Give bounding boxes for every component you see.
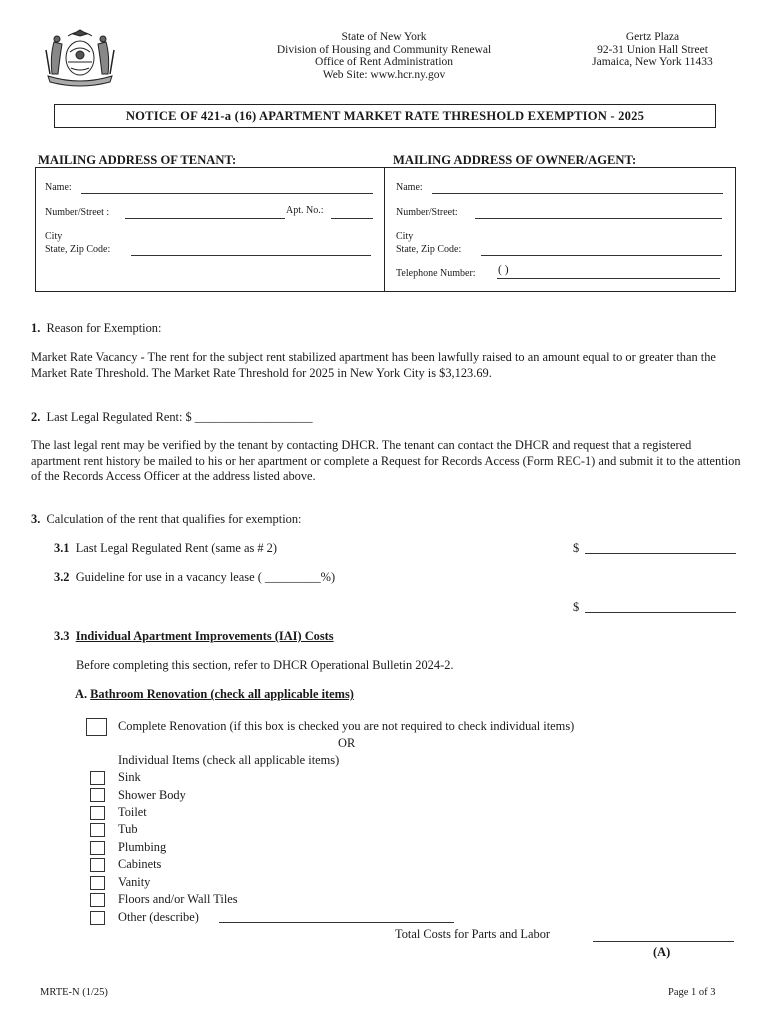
owner-phone-field[interactable] [497, 278, 720, 279]
section-1-body: Market Rate Vacancy - The rent for the subject rent stabilized apartment has been lawfully raised to an amount equal to or greater than the Market Rate Threshold. The Market Rate Threshold for 2025 in New York City is $3,123.69. [31, 350, 716, 380]
checkbox-cabinets[interactable] [90, 858, 105, 872]
guideline-label[interactable]: Guideline for use in a vacancy lease ( _________%) [75, 570, 336, 584]
address-line: Gertz Plaza [625, 31, 680, 43]
checkbox-sink[interactable] [90, 771, 105, 785]
subsection-number: 3.1 [54, 541, 70, 555]
last-legal-rent-label[interactable]: Last Legal Regulated Rent: $ ___________________ [46, 410, 313, 424]
checkbox-toilet[interactable] [90, 806, 105, 820]
address-line: 92-31 Union Hall Street [597, 43, 708, 56]
checkbox-floors-wall-tiles[interactable] [90, 893, 105, 907]
address-divider [384, 167, 385, 292]
dollar-sign: $ [573, 541, 580, 555]
tenant-city-state-field[interactable] [131, 255, 371, 256]
section-label: Calculation of the rent that qualifies for exemption: [46, 512, 302, 526]
tenant-street-label: Number/Street : [45, 207, 110, 218]
tenant-apt-field[interactable] [331, 218, 373, 219]
agency-header [255, 31, 513, 81]
page-number: Page 1 of 3 [668, 987, 716, 998]
item-shower-body: Shower Body [118, 788, 186, 802]
checkbox-shower-body[interactable] [90, 788, 105, 802]
total-costs-code: (A) [653, 945, 671, 959]
subsection-number: 3.3 [54, 629, 70, 643]
rent-3-2-field[interactable] [585, 612, 736, 613]
section-2-heading [31, 410, 313, 425]
total-costs-field[interactable] [593, 941, 734, 942]
section-label: Reason for Exemption: [46, 321, 162, 335]
owner-state-label: State, Zip Code: [396, 244, 462, 255]
tenant-address-heading: MAILING ADDRESS OF TENANT: [38, 153, 237, 167]
owner-address-heading: MAILING ADDRESS OF OWNER/AGENT: [393, 153, 637, 167]
item-tub: Tub [118, 822, 138, 836]
tenant-state-label: State, Zip Code: [45, 244, 111, 255]
item-cabinets: Cabinets [118, 857, 162, 871]
owner-city-label: City [396, 231, 414, 242]
dollar-sign: $ [573, 600, 580, 614]
address-line: Jamaica, New York 11433 [592, 56, 713, 69]
complete-renovation-label: Complete Renovation (if this box is checked you are not required to check individual items) [118, 719, 575, 733]
owner-phone-label: Telephone Number: [396, 268, 476, 279]
tenant-name-label: Name: [45, 182, 72, 193]
rent-3-1-field[interactable] [585, 553, 736, 554]
owner-name-label: Name: [396, 182, 423, 193]
section-1-heading [31, 321, 161, 336]
section-3-heading [31, 512, 301, 527]
item-sink: Sink [118, 770, 141, 784]
total-costs-label: Total Costs for Parts and Labor [395, 927, 551, 941]
tenant-name-field[interactable] [81, 193, 373, 194]
row-3-3 [54, 629, 334, 644]
owner-name-field[interactable] [432, 193, 723, 194]
checkbox-tub[interactable] [90, 823, 105, 837]
section-2-body: The last legal rent may be verified by the tenant by contacting DHCR. The tenant can contact the DHCR and request that a registered apartment rent history be mailed to his or her apartment or complete a Request for Records Access (Form REC-1) and submit it to the attention of the Records Access Officer at the address listed above. [31, 438, 741, 483]
office-address [575, 31, 730, 69]
checkbox-other[interactable] [90, 911, 105, 925]
item-vanity: Vanity [118, 875, 151, 889]
bathroom-heading [75, 687, 354, 702]
owner-street-label: Number/Street: [396, 207, 458, 218]
row-3-2 [54, 570, 335, 585]
individual-items-label: Individual Items (check all applicable items) [118, 753, 340, 767]
agency-website: Web Site: www.hcr.ny.gov [322, 68, 446, 81]
agency-line: State of New York [341, 31, 427, 43]
phone-area-code[interactable]: ( ) [498, 264, 509, 276]
complete-renovation-checkbox[interactable] [86, 718, 107, 736]
form-id: MRTE-N (1/25) [40, 987, 108, 998]
tenant-street-field[interactable] [125, 218, 285, 219]
checkbox-vanity[interactable] [90, 876, 105, 890]
ny-state-seal [40, 26, 120, 92]
item-plumbing: Plumbing [118, 840, 167, 854]
or-separator: OR [338, 736, 356, 750]
subsection-letter: A. [75, 687, 88, 701]
bathroom-label: Bathroom Renovation (check all applicable items) [90, 687, 354, 701]
agency-line: Office of Rent Administration [314, 56, 454, 69]
item-other: Other (describe) [118, 910, 199, 924]
iai-costs-heading: Individual Apartment Improvements (IAI) Costs [75, 629, 334, 643]
tenant-city-label: City [45, 231, 63, 242]
other-describe-field[interactable] [219, 922, 454, 923]
section-number: 1. [31, 321, 41, 335]
mailing-address-box [35, 167, 736, 292]
subsection-number: 3.2 [54, 570, 70, 584]
owner-city-state-field[interactable] [481, 255, 722, 256]
tenant-apt-label: Apt. No.: [286, 205, 324, 216]
bulletin-note: Before completing this section, refer to DHCR Operational Bulletin 2024-2. [76, 658, 454, 672]
section-number: 2. [31, 410, 41, 424]
item-floors-wall-tiles: Floors and/or Wall Tiles [118, 892, 238, 906]
checkbox-plumbing[interactable] [90, 841, 105, 855]
row-label: Last Legal Regulated Rent (same as # 2) [75, 541, 277, 555]
row-3-1 [54, 541, 277, 556]
section-number: 3. [31, 512, 41, 526]
owner-street-field[interactable] [475, 218, 722, 219]
item-toilet: Toilet [118, 805, 147, 819]
form-title: NOTICE OF 421-a (16) APARTMENT MARKET RATE THRESHOLD EXEMPTION - 2025 [54, 104, 716, 128]
agency-line: Division of Housing and Community Renewal [276, 43, 492, 56]
